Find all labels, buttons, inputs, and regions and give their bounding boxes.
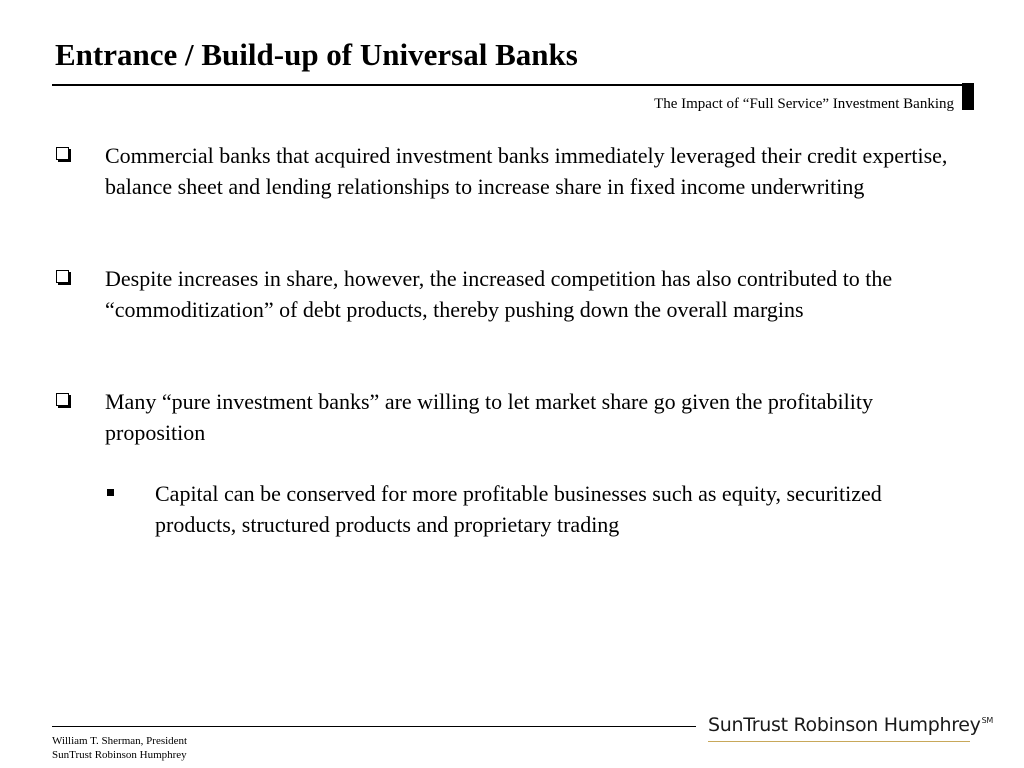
footer-rule: [52, 726, 696, 727]
footer-author-company: SunTrust Robinson Humphrey: [52, 749, 187, 761]
slide-subtitle: The Impact of “Full Service” Investment Banking: [654, 96, 954, 112]
square-bullet-icon: [107, 489, 114, 496]
sub-bullet-text: Capital can be conserved for more profitable businesses such as equity, securitized products, structured products and proprietary trading: [155, 481, 882, 537]
title-accent-bar: [962, 83, 974, 110]
footer-author: [52, 734, 187, 762]
logo-underline: [708, 741, 970, 742]
bullet-text: Many “pure investment banks” are willing to let market share go given the profitability proposition: [105, 389, 873, 445]
checkbox-bullet-icon: [56, 147, 69, 160]
bullet-text: Commercial banks that acquired investment banks immediately leveraged their credit expertise, balance sheet and lending relationships to increase share in fixed income underwriting: [105, 143, 948, 199]
checkbox-bullet-icon: [56, 270, 69, 283]
bullet-text: Despite increases in share, however, the increased competition has also contributed to the “commoditization” of debt products, thereby pushing down the overall margins: [105, 266, 893, 322]
suntrust-logo: [708, 714, 993, 736]
service-mark: SM: [981, 716, 994, 725]
slide-title: Entrance / Build-up of Universal Banks: [55, 37, 578, 72]
title-rule: [52, 84, 969, 86]
checkbox-bullet-icon: [56, 393, 69, 406]
footer-author-name: William T. Sherman, President: [52, 735, 188, 747]
logo-text: SunTrust Robinson Humphrey: [708, 714, 981, 736]
